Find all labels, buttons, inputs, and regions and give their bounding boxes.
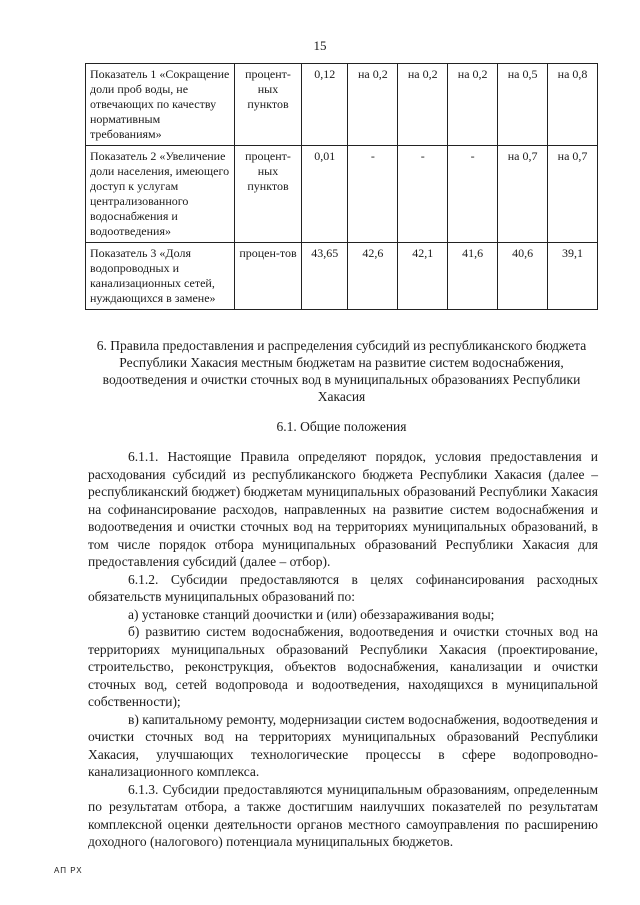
- paragraph: в) капитальному ремонту, модернизации систем водоснабжения, водоотведения и очистки сточных вод на территориях муниципальных образований Республики Хакасия, улучшающих технологические процессы в сфере водопроводно-канализационного комплекса.: [88, 711, 598, 779]
- indicator-value: 42,6: [348, 243, 398, 310]
- subsection-title: 6.1. Общие положения: [276, 419, 407, 434]
- page-number: 15: [313, 38, 327, 53]
- indicator-name: Показатель 1 «Сокращение доли проб воды, не отвечающих по качеству нормативным требованиям»: [86, 64, 235, 146]
- table-row: [86, 146, 598, 243]
- indicator-value: на 0,5: [498, 64, 548, 146]
- indicator-value: на 0,7: [548, 146, 598, 243]
- section-title: 6. Правила предоставления и распределения субсидий из республиканского бюджета Республики Хакасия местным бюджетам на развитие систем водоснабжения, водоотведения и очистки сточных вод в муниципальных образованиях Республики Хакасия: [96, 338, 587, 404]
- table-row: [86, 64, 598, 146]
- indicator-value: 39,1: [548, 243, 598, 310]
- indicator-unit: процент-ных пунктов: [235, 64, 302, 146]
- paragraph: б) развитию систем водоснабжения, водоотведения и очистки сточных вод на территориях муниципальных образований Республики Хакасия (проектирование, строительство, реконструкция, объектов водоснабжения, канализации и очистки сточных вод, сетей водопровода и водоотведения, находящихся в муниципальной собственности);: [88, 624, 598, 709]
- indicator-value: 40,6: [498, 243, 548, 310]
- paragraph: 6.1.2. Субсидии предоставляются в целях софинансирования расходных обязательств муниципальных образований по:: [88, 571, 598, 604]
- paragraph: 6.1.1. Настоящие Правила определяют порядок, условия предоставления и расходования субсидий из республиканского бюджета Республики Хакасия (далее – республиканский бюджет) бюджетам муниципальных образований Республики Хакасия на софинансирование расходов, направленных на развитие систем водоснабжения и водоотведения и очистки сточных вод на территориях муниципальных образований, в том числе порядок отбора муниципальных образований Республики Хакасия для предоставления субсидий (далее – отбор).: [88, 449, 598, 569]
- indicators-table: [85, 63, 598, 310]
- indicator-value: -: [398, 146, 448, 243]
- indicator-name: Показатель 2 «Увеличение доли населения, имеющего доступ к услугам централизованного водоснабжения и водоотведения»: [86, 146, 235, 243]
- body-text: [88, 448, 598, 851]
- indicator-value: на 0,2: [348, 64, 398, 146]
- indicator-value: 0,01: [302, 146, 348, 243]
- table-row: [86, 243, 598, 310]
- indicator-name: Показатель 3 «Доля водопроводных и канализационных сетей, нуждающихся в замене»: [86, 243, 235, 310]
- indicator-value: на 0,2: [398, 64, 448, 146]
- indicator-value: -: [348, 146, 398, 243]
- indicator-unit: процент-ных пунктов: [235, 146, 302, 243]
- indicator-unit: процен-тов: [235, 243, 302, 310]
- indicator-value: 41,6: [448, 243, 498, 310]
- indicator-value: 42,1: [398, 243, 448, 310]
- paragraph: а) установке станций доочистки и (или) обеззараживания воды;: [128, 606, 495, 622]
- indicator-value: на 0,2: [448, 64, 498, 146]
- indicator-value: -: [448, 146, 498, 243]
- footer-mark: АП РХ: [54, 866, 83, 875]
- indicator-value: на 0,8: [548, 64, 598, 146]
- paragraph: 6.1.3. Субсидии предоставляются муниципальным образованиям, определенным по результатам отбора, а также достигшим наилучших показателей по результатам комплексной оценки деятельности органов местного самоуправления по расширению доходного (налогового) потенциала муниципальных бюджетов.: [88, 781, 598, 849]
- indicator-value: 0,12: [302, 64, 348, 146]
- indicator-value: 43,65: [302, 243, 348, 310]
- indicator-value: на 0,7: [498, 146, 548, 243]
